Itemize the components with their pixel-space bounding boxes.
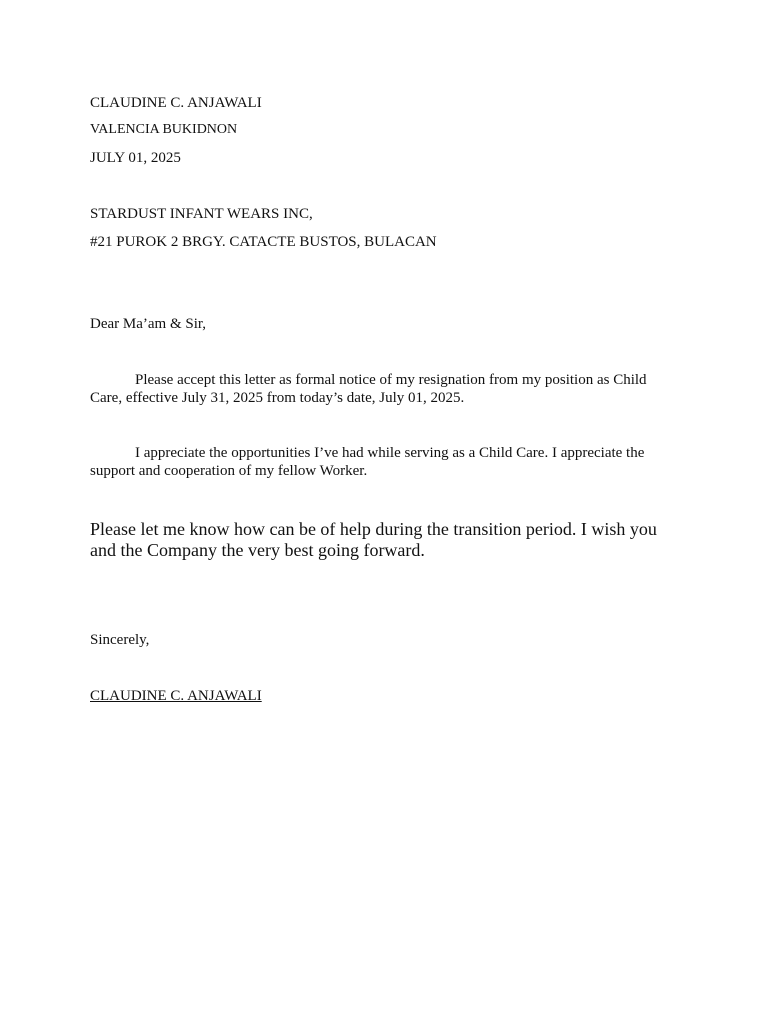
sender-address: VALENCIA BUKIDNON xyxy=(90,122,238,137)
body-paragraph-3: Please let me know how can be of help during the transition period. I wish you and the Company the very best going forward. xyxy=(90,519,657,560)
body-paragraph-1 xyxy=(90,371,676,407)
body-paragraph-2-text: I appreciate the opportunities I’ve had while serving as a Child Care. I appreciate the support and cooperation of my fellow Worker. xyxy=(90,445,645,479)
closing: Sincerely, xyxy=(90,632,150,648)
recipient-company: STARDUST INFANT WEARS INC, xyxy=(90,206,313,222)
recipient-address: #21 PUROK 2 BRGY. CATACTE BUSTOS, BULACAN xyxy=(90,234,437,250)
signature-name: CLAUDINE C. ANJAWALI xyxy=(90,688,262,704)
body-paragraph-2 xyxy=(90,444,676,480)
salutation: Dear Ma’am & Sir, xyxy=(90,316,207,332)
sender-name: CLAUDINE C. ANJAWALI xyxy=(90,95,262,111)
body-paragraph-1-text: Please accept this letter as formal notice of my resignation from my position as Child Care, effective July 31, 2025 from today’s date, July 01, 2025. xyxy=(90,372,647,406)
letter-date: JULY 01, 2025 xyxy=(90,150,181,166)
